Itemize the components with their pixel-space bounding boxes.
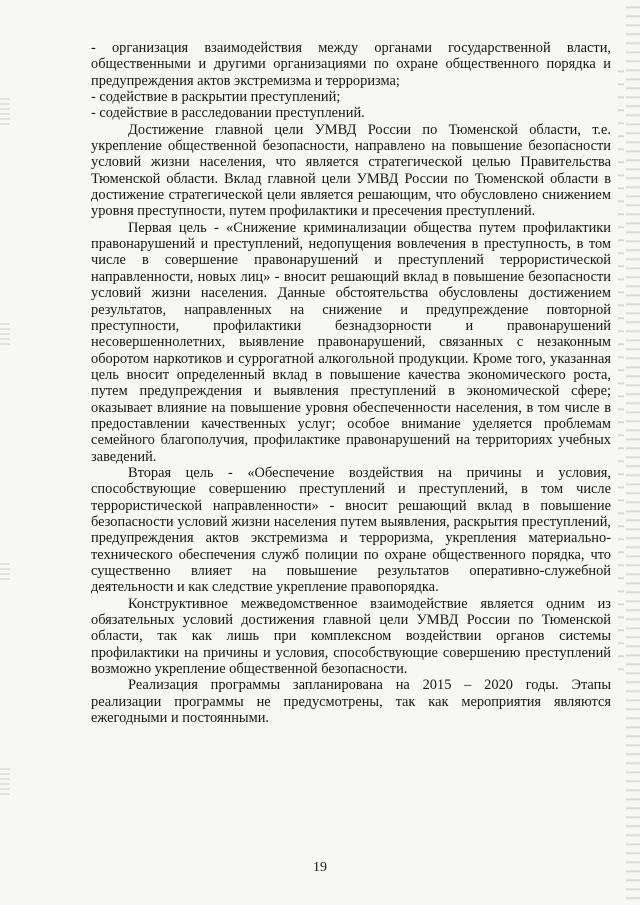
paragraph: Вторая цель - «Обеспечение воздействия на причины и условия, способствующие совершению преступлений и преступлений, в том числе террористической направленности» - вносит решающий вклад в повышение безопасности условий жизни населения путем выявления, раскрытия преступлений, предупреждения актов экстремизма и терроризма, укрепления материально-технического обеспечения служб полиции по охране общественного порядка, что существенно влияет на повышение результатов оперативно-служебной деятельности и как следствие укрепление правопорядка. [91,464,611,596]
scan-artifact [0,320,10,345]
paragraph: Первая цель - «Снижение криминализации общества путем профилактики правонарушений и преступлений, недопущения вовлечения в преступность, в том числе в совершение правонарушений и преступлений террористической направленности, новых лиц» - вносит решающий вклад в повышение безопасности условий жизни населения. Данные обстоятельства обусловлены достижением результатов, направленных на снижение и предупреждение повторной преступности, профилактики безнадзорности и правонарушений несовершеннолетних, выявление правонарушений, связанных с незаконным оборотом наркотиков и суррогатной алкогольной продукции. Кроме того, указанная цель вносит определенный вклад в повышение качества экономического роста, путем предупреждения и выявления преступлений в экономической сфере; оказывает влияние на повышение уровня обеспеченности населения, в том числе в предоставлении качественных услуг; особое внимание уделяется проблемам семейного благополучия, профилактике правонарушений на территориях учебных заведений. [91,219,611,465]
page-number: 19 [313,860,327,875]
scan-artifact [618,60,624,680]
paragraph: Реализация программы запланирована на 2015 – 2020 годы. Этапы реализации программы не предусмотрены, так как мероприятия являются ежегодными и постоянными. [91,677,611,727]
bullet-item: - содействие в раскрытии преступлений; [91,89,341,106]
paragraph: Достижение главной цели УМВД России по Тюменской области, т.е. укрепление общественной безопасности, направлено на повышение безопасности условий жизни населения, что является стратегической целью Правительства Тюменской области. Вклад главной цели УМВД России по Тюменской области в достижение стратегической цели является решающим, что обусловлено снижением уровня преступности, путем профилактики и пресечения преступлений. [91,121,611,220]
paragraph: Конструктивное межведомственное взаимодействие является одним из обязательных условий достижения главной цели УМВД России по Тюменской области, так как лишь при комплексном воздействии органов системы профилактики на причины и условия, способствующие совершению преступлений возможно укрепление общественной безопасности. [91,595,611,678]
bullet-item: - содействие в расследовании преступлений. [91,105,365,122]
scan-artifact [0,95,10,125]
scan-artifact [0,560,10,580]
document-body [91,40,611,726]
bullet-item: - организация взаимодействия между органами государственной власти, общественными и другими организациями по охране общественного порядка и предупреждения актов экстремизма и терроризма; [91,40,611,89]
scan-artifact [626,0,640,905]
scan-artifact [0,765,10,795]
